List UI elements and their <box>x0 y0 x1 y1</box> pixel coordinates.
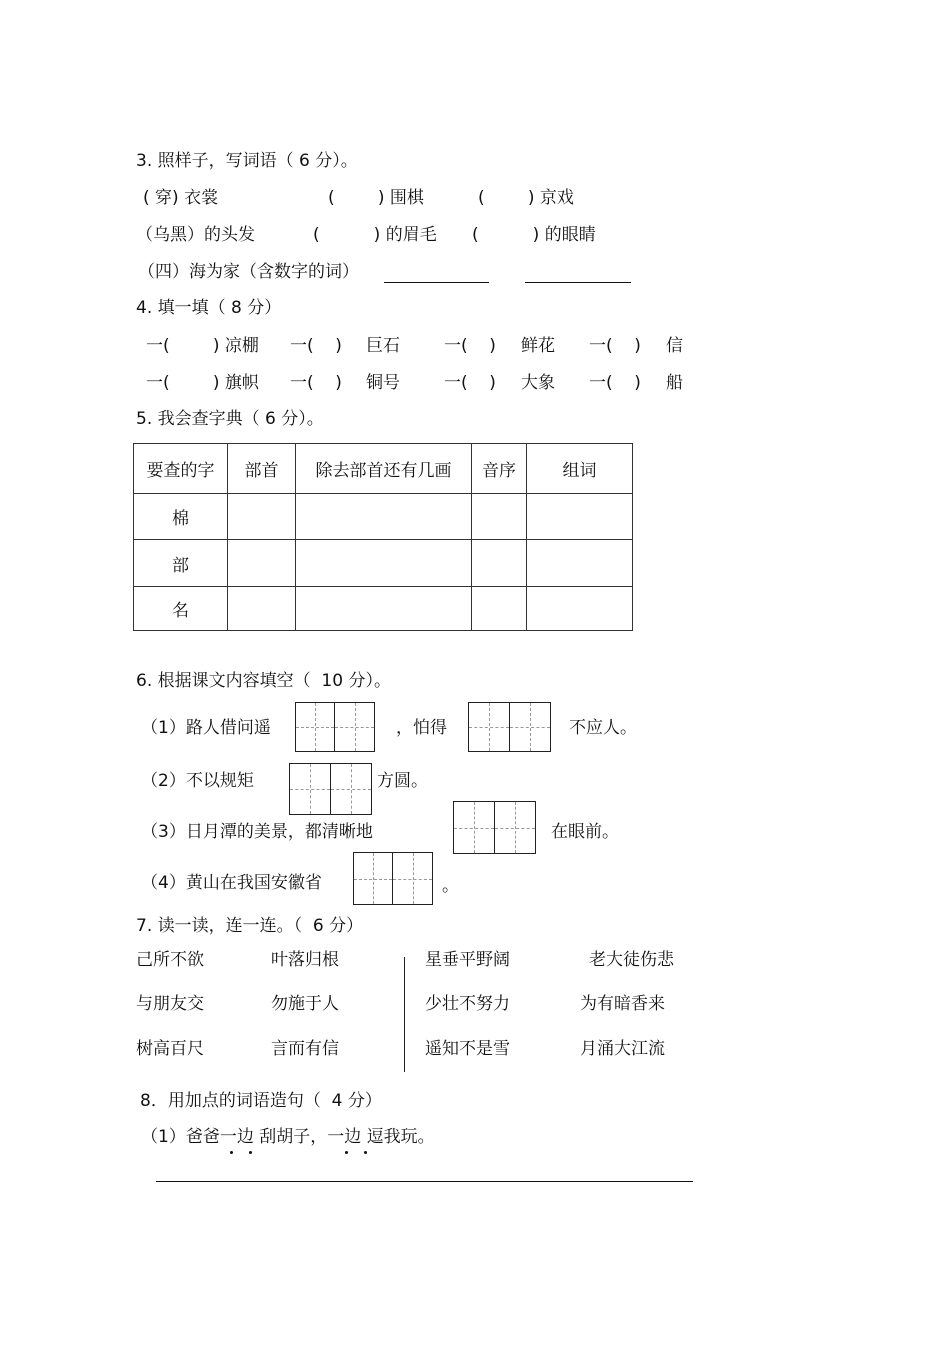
q6-line2-start: （2）不以规矩 <box>141 771 254 791</box>
q6-writing-grid-2[interactable] <box>468 702 551 752</box>
q6-line4-end: 。 <box>442 876 459 896</box>
table-cell-empty[interactable] <box>527 494 633 540</box>
q3-example-wuhei: （乌黑）的头发 <box>136 225 255 245</box>
q6-line1-mid: ，怕得 <box>396 718 447 738</box>
table-cell-empty[interactable] <box>527 540 633 587</box>
table-cell-char: 部 <box>134 540 228 587</box>
table-row <box>134 494 633 540</box>
q4-blank: 一( ) <box>444 336 496 356</box>
q4-blank: 一( ) <box>444 373 496 393</box>
q6-writing-grid-4[interactable] <box>453 801 536 854</box>
q4-word: 鲜花 <box>521 336 555 356</box>
q6-writing-grid-5[interactable] <box>353 852 433 905</box>
q3-blank-jingxi: ( ) 京戏 <box>478 188 574 208</box>
q6-line1-start: （1）路人借问遥 <box>141 718 271 738</box>
q4-word: 大象 <box>521 373 555 393</box>
q4-blank: 一( ) <box>290 336 342 356</box>
table-cell-empty[interactable] <box>296 540 472 587</box>
q4-word: 信 <box>666 336 683 356</box>
q4-blank: 一( ) <box>589 373 641 393</box>
q3-blank-weiqi: ( ) 围棋 <box>328 188 424 208</box>
table-cell-empty[interactable] <box>228 587 296 631</box>
q7-divider <box>404 957 405 1072</box>
emphasis-dot <box>345 1151 348 1154</box>
q3-title: 3. 照样子，写词语（ 6 分）。 <box>136 151 358 171</box>
q7-title: 7. 读一读，连一连。（ 6 分） <box>136 916 364 936</box>
q8-sentence: （1）爸爸一边 刮胡子，一边 逗我玩。 <box>141 1127 435 1147</box>
q3-answer-line-1[interactable] <box>384 282 489 283</box>
table-header: 要查的字 <box>134 444 228 494</box>
q7-right-match[interactable]: 为有暗香来 <box>580 994 665 1014</box>
q3-answer-line-2[interactable] <box>525 282 631 283</box>
table-cell-empty[interactable] <box>527 587 633 631</box>
q6-line4-start: （4）黄山在我国安徽省 <box>141 873 322 893</box>
q7-left-phrase[interactable]: 己所不欲 <box>136 950 204 970</box>
q4-title: 4. 填一填（ 8 分） <box>136 298 282 318</box>
table-cell-empty[interactable] <box>228 540 296 587</box>
q4-item-liangpeng: 一( ) 凉棚 <box>146 336 259 356</box>
q4-blank: 一( ) <box>290 373 342 393</box>
q6-line3-start: （3）日月潭的美景，都清晰地 <box>141 822 373 842</box>
q7-left-phrase[interactable]: 树高百尺 <box>136 1039 204 1059</box>
q6-title: 6. 根据课文内容填空（ 10 分）。 <box>136 671 391 691</box>
table-header-row <box>134 444 633 494</box>
table-row <box>134 587 633 631</box>
q8-answer-line[interactable] <box>156 1181 693 1182</box>
q4-word: 船 <box>666 373 683 393</box>
q6-writing-grid-3[interactable] <box>289 763 372 815</box>
q6-line3-end: 在眼前。 <box>551 822 619 842</box>
table-cell-char: 棉 <box>134 494 228 540</box>
q7-right-phrase[interactable]: 星垂平野阔 <box>425 950 510 970</box>
q7-left-match[interactable]: 叶落归根 <box>271 950 339 970</box>
q3-example: ( 穿) 衣裳 <box>143 188 219 208</box>
q7-right-match[interactable]: 老大徒伤悲 <box>589 950 674 970</box>
dictionary-table <box>133 443 633 631</box>
q8-title: 8．用加点的词语造句（ 4 分） <box>140 1091 382 1111</box>
q5-title: 5. 我会查字典（ 6 分）。 <box>136 409 324 429</box>
q7-right-match[interactable]: 月涌大江流 <box>580 1039 665 1059</box>
table-cell-empty[interactable] <box>296 494 472 540</box>
q7-right-phrase[interactable]: 少壮不努力 <box>425 994 510 1014</box>
q4-word: 巨石 <box>366 336 400 356</box>
q7-left-match[interactable]: 言而有信 <box>271 1039 339 1059</box>
q6-line2-end: 方圆。 <box>377 771 428 791</box>
table-header: 部首 <box>228 444 296 494</box>
table-header: 音序 <box>472 444 527 494</box>
q4-item-qizhi: 一( ) 旗帜 <box>146 373 259 393</box>
table-cell-empty[interactable] <box>472 587 527 631</box>
q4-blank: 一( ) <box>589 336 641 356</box>
table-cell-char: 名 <box>134 587 228 631</box>
q7-left-phrase[interactable]: 与朋友交 <box>136 994 204 1014</box>
table-header: 组词 <box>527 444 633 494</box>
table-cell-empty[interactable] <box>472 540 527 587</box>
emphasis-dot <box>364 1151 367 1154</box>
q6-line1-end: 不应人。 <box>569 718 637 738</box>
emphasis-dot <box>230 1151 233 1154</box>
table-cell-empty[interactable] <box>296 587 472 631</box>
q4-word: 铜号 <box>366 373 400 393</box>
q7-right-phrase[interactable]: 遥知不是雪 <box>425 1039 510 1059</box>
table-cell-empty[interactable] <box>228 494 296 540</box>
table-row <box>134 540 633 587</box>
table-cell-empty[interactable] <box>472 494 527 540</box>
q3-number-word-prompt: （四）海为家（含数字的词） <box>138 262 359 282</box>
q7-left-match[interactable]: 勿施于人 <box>271 994 339 1014</box>
q6-writing-grid-1[interactable] <box>295 702 375 752</box>
q3-blank-meimao: ( ) 的眉毛 <box>313 225 437 245</box>
table-header: 除去部首还有几画 <box>296 444 472 494</box>
emphasis-dot <box>249 1151 252 1154</box>
q3-blank-yanjing: ( ) 的眼睛 <box>472 225 596 245</box>
